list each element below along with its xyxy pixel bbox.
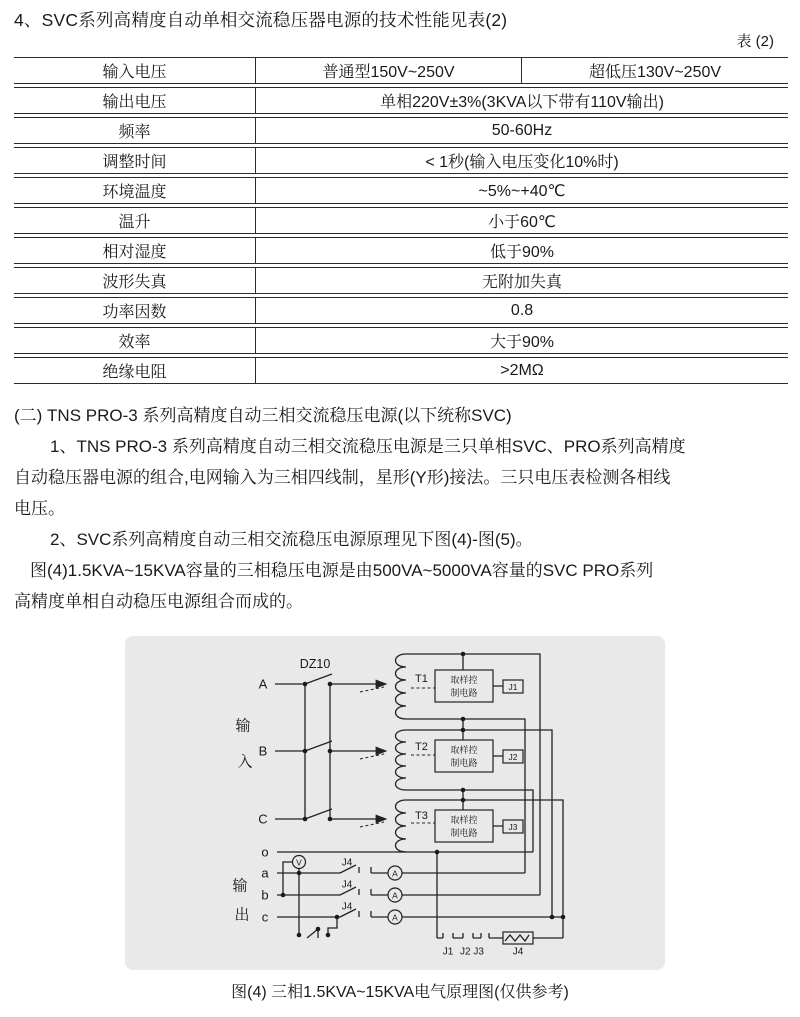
control-box-label: 制电路 (450, 758, 478, 768)
control-box-label: 取样控 (450, 815, 478, 825)
out-c-label: c (261, 909, 269, 925)
ammeter-label: A (392, 868, 398, 879)
output-word-char1: 输 (232, 877, 248, 895)
table-row (14, 237, 788, 264)
spec-table (14, 54, 788, 387)
page-title: 4、SVC系列高精度自动单相交流稳压器电源的技术性能见表(2) (14, 10, 508, 30)
table-row (14, 87, 788, 114)
phase-a-label: A (258, 676, 268, 692)
transformer-t1-label: T1 (415, 673, 428, 685)
figure-panel (125, 636, 665, 970)
relay-tag: J3 (508, 822, 518, 832)
transformer-t2-label: T2 (415, 741, 428, 753)
table-row (14, 177, 788, 204)
row-label: 温升 (14, 207, 256, 234)
phase-b-label: B (258, 743, 268, 759)
table-row (14, 117, 788, 144)
row-value: >2MΩ (256, 357, 788, 384)
phase-c-label: C (258, 811, 268, 827)
j4-switch-label: J4 (341, 857, 353, 869)
control-box-label: 制电路 (450, 688, 478, 698)
paragraph-line: 电压。 (14, 499, 65, 518)
voltmeter-circuit (283, 856, 337, 939)
row-label: 输入电压 (14, 57, 256, 84)
body-text (14, 400, 788, 617)
contact-label: J1 (442, 946, 454, 958)
row-value: < 1秒(输入电压变化10%时) (256, 147, 788, 174)
row-value: 大于90% (256, 327, 788, 354)
breaker-label: DZ10 (299, 657, 331, 671)
ammeter-label: A (392, 890, 398, 901)
row-label: 输出电压 (14, 87, 256, 114)
neutral-label: o (261, 844, 269, 860)
table-row (14, 147, 788, 174)
row-label: 相对湿度 (14, 237, 256, 264)
transformer-coils (396, 654, 407, 852)
row-value-low: 超低压130V~250V (522, 57, 788, 84)
paragraph-line: (二) TNS PRO-3 系列高精度自动三相交流稳压电源(以下统称SVC) (14, 406, 512, 425)
table-row (14, 357, 788, 384)
output-word-char2: 出 (234, 906, 250, 924)
row-value: 小于60℃ (256, 207, 788, 234)
sampling-control-boxes (435, 670, 523, 842)
row-value: 低于90% (256, 237, 788, 264)
contact-label: J2 J3 (460, 946, 484, 958)
table-row (14, 57, 788, 84)
row-value: 无附加失真 (256, 267, 788, 294)
control-box-label: 制电路 (450, 828, 478, 838)
paragraph-line: 自动稳压器电源的组合,电网输入为三相四线制，星形(Y形)接法。三只电压表检测各相线 (14, 468, 671, 487)
output-wires (277, 852, 563, 924)
row-label: 波形失真 (14, 267, 256, 294)
table-row (14, 327, 788, 354)
paragraph-line: 1、TNS PRO-3 系列高精度自动三相交流稳压电源是三只单相SVC、PRO系列高精度 (50, 437, 686, 456)
brush-arrows (360, 684, 435, 827)
control-box-label: 取样控 (450, 675, 478, 685)
relay-chain (437, 852, 563, 958)
row-label: 效率 (14, 327, 256, 354)
voltmeter-label: V (296, 857, 302, 868)
relay-tag: J1 (508, 682, 518, 692)
breaker-wires (275, 674, 365, 819)
row-value: 0.8 (256, 297, 788, 324)
paragraph-line: 2、SVC系列高精度自动三相交流稳压电源原理见下图(4)-图(5)。 (50, 530, 533, 549)
table-tag: 表 (2) (736, 33, 774, 50)
row-label: 调整时间 (14, 147, 256, 174)
row-label: 频率 (14, 117, 256, 144)
table-row (14, 207, 788, 234)
relay-tag: J2 (508, 752, 518, 762)
row-label: 功率因数 (14, 297, 256, 324)
figure-caption: 图(4) 三相1.5KVA~15KVA电气原理图(仅供参考) (231, 984, 569, 1001)
row-label: 绝缘电阻 (14, 357, 256, 384)
out-a-label: a (261, 865, 269, 881)
j4-switch-label: J4 (341, 879, 353, 891)
transformer-t3-label: T3 (415, 810, 428, 822)
j4-switch-label: J4 (341, 901, 353, 913)
coil-label: J4 (512, 946, 524, 958)
input-word-char2: 入 (237, 753, 253, 771)
row-value-normal: 普通型150V~250V (256, 57, 522, 84)
row-label: 环境温度 (14, 177, 256, 204)
out-b-label: b (261, 887, 269, 903)
row-value: 50-60Hz (256, 117, 788, 144)
paragraph-line: 高精度单相自动稳压电源组合而成的。 (14, 592, 303, 611)
control-box-label: 取样控 (450, 745, 478, 755)
row-value: ~5%~+40℃ (256, 177, 788, 204)
row-value: 单相220V±3%(3KVA以下带有110V输出) (256, 87, 788, 114)
table-row (14, 297, 788, 324)
paragraph-line: 图(4)1.5KVA~15KVA容量的三相稳压电源是由500VA~5000VA容量的SVC PRO系列 (30, 561, 654, 580)
input-word-char1: 输 (235, 717, 251, 735)
table-row (14, 267, 788, 294)
ammeter-label: A (392, 912, 398, 923)
circuit-diagram (125, 636, 665, 970)
